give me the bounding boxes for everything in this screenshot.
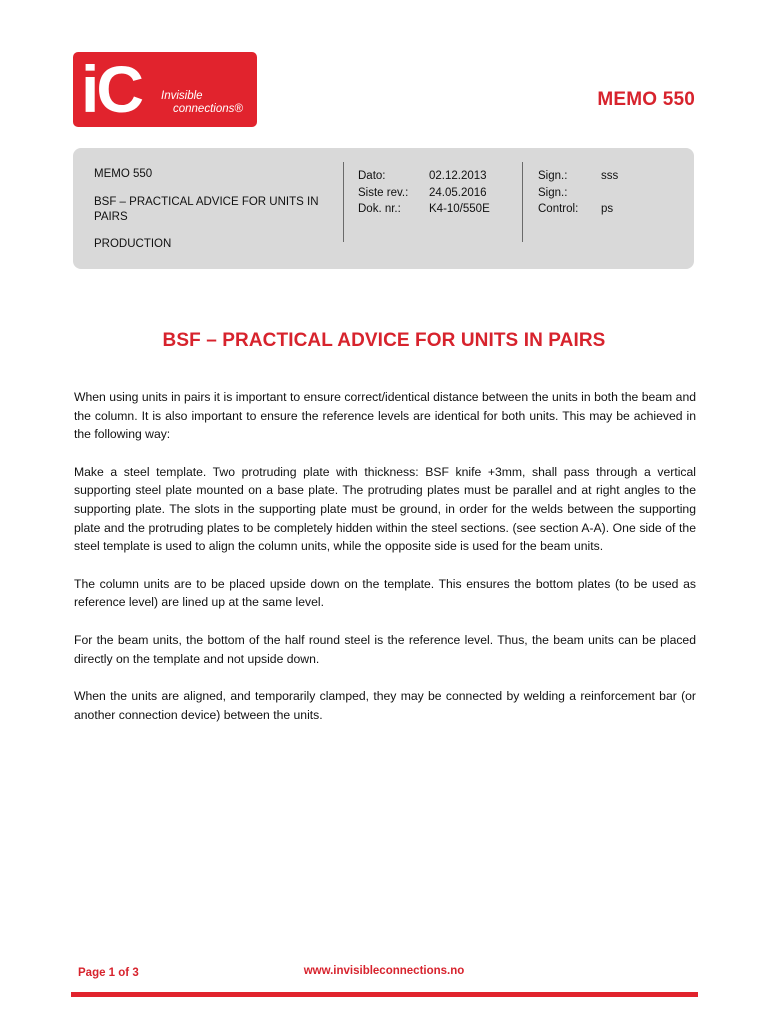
meta-row-date [358,168,490,185]
sign-label: Control: [538,203,579,215]
document-title: BSF – PRACTICAL ADVICE FOR UNITS IN PAIRS [162,330,606,351]
sign-row [538,185,618,202]
body-paragraph: Make a steel template. Two protruding plate with thickness: BSF knife +3mm, shall pass through a vertical supporting steel plate mounted on a base plate. The protruding plates must be parallel and at right angles to the supporting plate. The slots in the supporting plate must be ground, in order for the welds between the supporting plate and the protruding plates to be completely hidden within the steel sections. (see section A-A). One side of the steel template is used to align the column units, while the opposite side is used for the beam units. [74,464,696,554]
meta-row-doc-number [358,201,490,218]
footer-divider [71,992,698,997]
meta-value: 02.12.2013 [429,170,487,182]
memo-department: PRODUCTION [94,237,172,250]
body-paragraph: When using units in pairs it is important to ensure correct/identical distance between the units in both the beam and the column. It is also important to ensure the reference levels are identical for both units. This may be achieved in the following way: [74,390,696,442]
document-body [74,388,696,743]
sign-row [538,168,618,185]
body-paragraph: When the units are aligned, and temporarily clamped, they may be connected by welding a reinforcement bar (or another connection device) between the units. [74,689,696,722]
meta-value: 24.05.2016 [429,186,487,199]
header-divider [343,162,344,242]
memo-reference-title: BSF – PRACTICAL ADVICE FOR UNITS IN PAIRS [94,195,319,223]
signature-table [538,168,618,218]
body-paragraph: The column units are to be placed upside down on the template. This ensures the bottom plates (to be used as reference level) are lined up at the same level. [74,576,696,610]
sign-label: Sign.: [538,170,568,182]
logo-mark: iC [81,52,141,126]
memo-header-box [73,148,694,269]
memo-number: MEMO 550 [597,89,695,110]
sign-value: sss [601,170,619,182]
header-divider [522,162,523,242]
meta-row-last-revision [358,185,490,202]
sign-value: ps [601,203,614,215]
footer-website-link[interactable]: www.invisibleconnections.no [303,965,465,977]
sign-label: Sign.: [538,186,568,199]
meta-label: Dato: [358,170,386,182]
memo-reference: MEMO 550 [94,168,153,180]
body-paragraph: For the beam units, the bottom of the half round steel is the reference level. Thus, the beam units can be placed directly on the template and not upside down. [74,632,696,666]
meta-label: Dok. nr.: [358,203,401,215]
document-meta-table [358,168,490,218]
control-row [538,201,618,218]
logo-tagline [161,90,243,116]
memo-reference-block [94,167,334,252]
meta-label: Siste rev.: [358,186,409,199]
page-number: Page 1 of 3 [78,967,139,979]
company-logo [73,52,257,127]
logo-tagline-line1: Invisible [161,90,203,102]
meta-value: K4-10/550E [429,203,490,215]
logo-tagline-line2: connections® [173,103,243,115]
